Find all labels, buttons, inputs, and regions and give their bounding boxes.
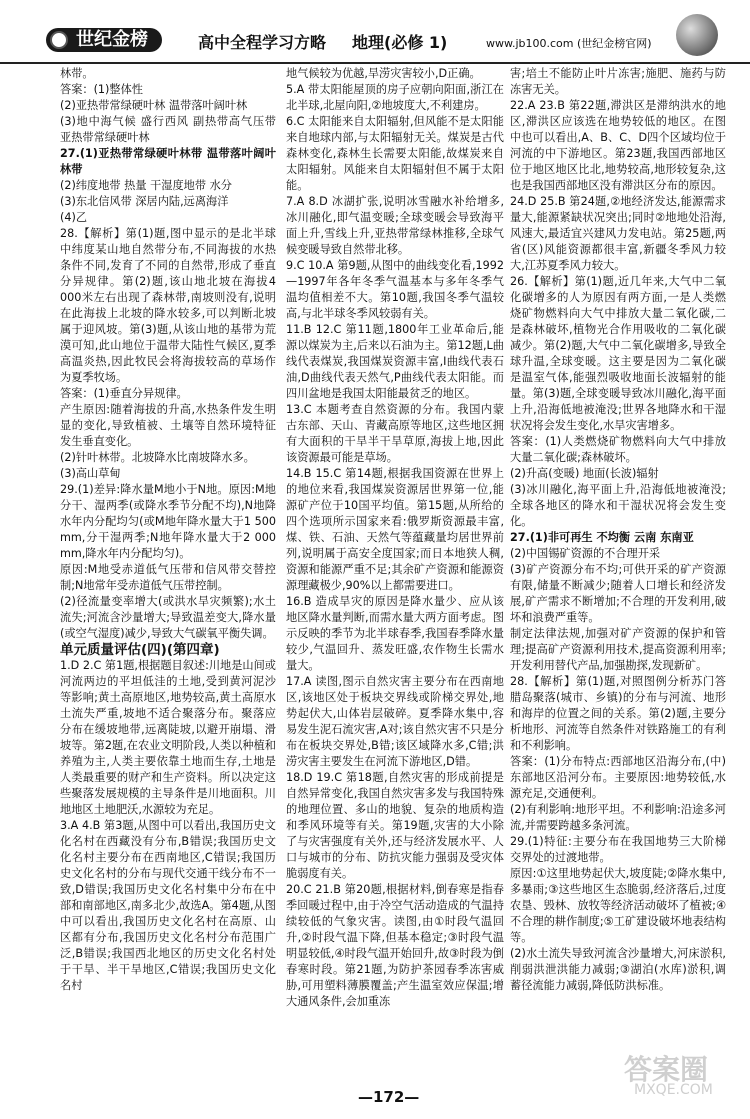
question-answer: 29.(1)特征:主要分布在我国地势三大阶梯交界处的过渡地带。 <box>510 835 726 864</box>
question-answer: 22.A 23.B 第22题,滞洪区是滞纳洪水的地区,滞洪区应该选在地势较低的地区。在图中也可以看出,A、B、C、D四个区域均位于河流的中下游地区。第23题,我国西部地区位于地区地区比北,地势较高,地形较复杂,这也是我国西部地区没有滞洪区分布的原因。 <box>510 99 726 192</box>
page-header <box>0 0 750 64</box>
question-answer: 24.D 25.B 第24题,②地经济发达,能源需求量大,能源紧缺状况突出;同时②地地处沿海,风速大,最适宜兴建风力发电站。第25题,两省(区)风能资源都很丰富,新疆冬季风力较大,江苏夏季风力较大。 <box>510 195 726 272</box>
question-answer: 1.D 2.C 第1题,根据题目叙述:川地是山间或河流两边的平坦低洼的土地,受到黄河泥沙等影响;黄土高原地区,地势较高,黄土高原水土流失严重,坡地不适合聚落分布。聚落应分布在缓坡地带,远离陡坡,以避开崩塌、滑坡等。第2题,在农业文明阶段,人类以种植和养殖为主,人类主要依靠土地而生存,土地是人类最重要的财产和生产资料。所以决定这些聚落发展规模的主导条件是川地面积。川地地区土地肥沃,水源较为充足。 <box>60 659 276 816</box>
text-block: (3)冰川融化,海平面上升,沿海低地被淹没;全球各地区的降水和干湿状况将会发生变化。 <box>510 483 726 528</box>
text-block: (2)径流量变率增大(或洪水旱灾频繁);水土流失;河流含沙量增大;导致温差变大,降水量(或空气湿度)减少,导致大气碳氧平衡失调。 <box>60 595 276 640</box>
text-block: 林带。 <box>60 67 94 80</box>
text-block: 产生原因:随着海拔的升高,水热条件发生明显的变化,导致植被、土壤等自然环境特征发生垂直变化。 <box>60 403 276 448</box>
watermark-logo: 答案圈 <box>624 1053 709 1086</box>
page-number: —172— <box>358 1088 420 1106</box>
text-block: (3)高山草甸 <box>60 467 121 480</box>
question-answer: 29.(1)差异:降水量M地小于N地。原因:M地分干、湿两季(或降水季节分配不均),N地降水年内分配均匀(或M地年降水量大于1 500 mm,分干湿两季;N地年降水量大于2 000 mm,降水年内分配均匀)。 <box>60 483 276 560</box>
question-answer: 13.C 本题考查自然资源的分布。我国内蒙古东部、天山、青藏高原等地区,这些地区拥有大面积的干旱半干旱草原,海拔上地,因此该资源最可能是草场。 <box>286 403 504 464</box>
question-answer: 14.B 15.C 第14题,根据我国资源在世界上的地位来看,我国煤炭资源居世界第一位,能源矿产位于10国平均值。第15题,从所给的四个选项所示国家来看:俄罗斯资源最丰富,煤、铁、石油、天然气等蕴藏量均居世界前列,说明属于高安全度国家;而日本地狭人稠,资源和能源严重不足;其余矿产资源和能源资源理藏极少,90%以上都需要进口。 <box>286 467 504 592</box>
question-answer: 16.B 造成旱灾的原因是降水量少、应从该地区降水量判断,而需水量大两方面考虑。图示反映的季节为北半球春季,我国春季降水量较少,气温回升、蒸发旺盛,农作物生长需水量大。 <box>286 595 504 672</box>
logo-text: 世纪金榜 <box>76 29 148 50</box>
subject-title: 地理(必修 1) <box>352 33 448 52</box>
question-answer: 18.D 19.C 第18题,自然灾害的形成前提是自然异常变化,我国自然灾害多发与我国特殊的地理位置、多山的地貌、复杂的地质构造和季风环境等有关。第19题,灾害的大小除了与灾害强度有关外,还与经济发展水平、人口与城市的分布、防抗灾能力强弱及受灾体脆弱度有关。 <box>286 771 504 880</box>
text-block: (2)升高(变暖) 地面(长波)辐射 <box>510 467 659 480</box>
watermark-url: MXQE.COM <box>634 1082 713 1098</box>
answer-column-1 <box>60 66 276 1076</box>
text-block: 地气候较为优越,旱涝灾害较小,D正确。 <box>286 67 481 80</box>
question-answer: 27.(1)非可再生 不均衡 云南 东南亚 <box>510 531 694 544</box>
question-answer: 17.A 读图,图示自然灾害主要分布在西南地区,该地区处于板块交界线或阶梯交界处,地势起伏大,山体岩层破碎。夏季降水集中,容易发生泥石流灾害,A对;该自然灾害不只是分布在板块交界处,B错;该区域降水多,C错;洪涝灾害主要发生在河流下游地区,D错。 <box>286 675 504 768</box>
question-answer: 9.C 10.A 第9题,从图中的曲线变化看,1992—1997年各年冬季气温基本与多年冬季气温均值相差不大。第10题,我国冬季气温较高,与北半球冬季风较弱有关。 <box>286 259 504 320</box>
answer-label: 答案：(1)垂直分异规律。 <box>60 387 188 400</box>
question-answer: 6.C 太阳能来自太阳辐射,但风能不是太阳能来自地球内部,与太阳辐射无关。煤炭是古代森林变化,森林生长需要太阳能,故煤炭来自太阳辐射。风能来自太阳辐射但不属于太阳能。 <box>286 115 504 192</box>
question-answer: 3.A 4.B 第3题,从图中可以看出,我国历史文化名村在西藏没有分布,B错误;我国历史文化名村主要分布在西南地区,C错误;我国历史文化名村的分布与现代交通干线分布不一致,D错误;我国历史文化名村集中分布在中部和南部地区,南多北少,故选A。第4题,从图中可以看出,我国历史文化名村在高原、山区都有分布,我国历史文化名村分布范围广泛,B错误;我国西北地区的历史文化名村处于干旱、半干旱地区,C错误;我国历史文化名村 <box>60 819 276 992</box>
text-block: (3)地中海气候 盛行西风 副热带高气压带 亚热带常绿硬叶林 <box>60 115 276 144</box>
question-answer: 11.B 12.C 第11题,1800年工业革命后,能源以煤炭为主,后来以石油为主。第12题,L曲线代表煤炭,我国煤炭资源丰富,I曲线代表石油,D曲线代表天然气,P曲线代表太阳能。而四川盆地是我国太阳能最贫乏的地区。 <box>286 323 504 400</box>
text-block: (2)水土流失导致河流含沙量增大,河床淤积,削弱洪泄洪能力减弱;③湖泊(水库)淤积,调蓄径流能力减弱,降低防洪标准。 <box>510 947 726 992</box>
answer-label: 答案：(1)人类燃烧矿物燃料向大气中排放大量二氧化碳;森林破坏。 <box>510 435 726 464</box>
text-block: (2)亚热带常绿硬叶林 温带落叶阔叶林 <box>60 99 248 112</box>
text-block: (2)纬度地带 热量 干湿度地带 水分 <box>60 179 232 192</box>
text-block: (2)有利影响:地形平坦。不利影响:沿途多河流,并需要跨越多条河流。 <box>510 803 726 832</box>
logo <box>46 28 162 52</box>
question-answer: 5.A 带太阳能屋顶的房子应朝向阳面,浙江在北半球,北屋向阳,②地坡度大,不利建房。 <box>286 83 504 112</box>
book-title: 高中全程学习方略 <box>198 33 327 52</box>
question-answer: 7.A 8.D 冰湖扩张,说明冰雪融水补给增多,冰川融化,即气温变暖;全球变暖会导致海平面上升,雪线上升,亚热带常绿林推移,全球气候变暖导致自然带北移。 <box>286 195 504 256</box>
question-analysis: 26.【解析】第(1)题,近几年来,大气中二氧化碳增多的人为原因有两方面,一是人类燃烧矿物燃料向大气中排放大量二氧化碳,二是森林破坏,植物光合作用吸收的二氧化碳减少。第(2)题,大气中二氧化碳增多,导致全球升温,全球变暖。这主要是因为二氧化碳是温室气体,能强烈吸收地面长波辐射的能量。第(3)题,全球变暖导致冰川融化,海平面上升,沿海低地被淹没;世界各地降水和干湿状况将会发生变化,水旱灾害增多。 <box>510 275 726 432</box>
text-block: (3)东北信风带 深居内陆,远离海洋 <box>60 195 229 208</box>
text-block: 害;培土不能防止叶片冻害;施肥、施药与防冻害无关。 <box>510 67 726 96</box>
question-analysis: 28.【解析】第(1)题,对照图例分析苏门答腊岛聚落(城市、乡镇)的分布与河流、地形和海岸的位置之间的关系。第(2)题,主要分析地形、河流等自然条件对铁路施工的有利和不利影响。 <box>510 675 726 752</box>
text-block: (2)针叶林带。北坡降水比南坡降水多。 <box>60 451 255 464</box>
text-block: 原因:M地受赤道低气压带和信风带交替控制;N地常年受赤道低气压带控制。 <box>60 563 276 592</box>
answer-label: 答案：(1)整体性 <box>60 83 143 96</box>
website-url: www.jb100.com (世纪金榜官网) <box>486 37 652 50</box>
text-block: (2)中国锡矿资源的不合理开采 <box>510 547 661 560</box>
text-block: (4)乙 <box>60 211 88 224</box>
text-block: 原因:①这里地势起伏大,坡度陡;②降水集中,多暴雨;③这些地区生态脆弱,经济落后,过度农垦、毁林、放牧等经济活动破坏了植被;④不合理的耕作制度;⑤工矿建设破坏地表结构等。 <box>510 867 726 944</box>
answer-column-2 <box>286 66 504 1076</box>
answer-label: 答案：(1)分布特点:西部地区沿海分布,(中)东部地区沿河分布。主要原因:地势较低,水源充足,交通便利。 <box>510 755 726 800</box>
logo-emblem-icon <box>50 31 68 49</box>
section-heading: 单元质量评估(四)(第四章) <box>60 642 220 658</box>
text-block: (3)矿产资源分布不均;可供开采的矿产资源有限,储量不断减少;随着人口增长和经济发展,矿产需求不断增加;不合理的开发利用,破坏和浪费严重等。 <box>510 563 726 624</box>
question-answer: 27.(1)亚热带常绿硬叶林带 温带落叶阔叶林带 <box>60 147 276 176</box>
globe-icon <box>676 14 718 56</box>
question-analysis: 28.【解析】第(1)题,图中显示的是北半球中纬度某山地自然带分布,不同海拔的水热条件不同,发育了不同的自然带,形成了垂直分异规律。第(2)题,该山地北坡在海拔4 000米左右出现了森林带,南坡则没有,说明在此海拔上北坡的降水较多,可以判断北坡属于迎风坡。第(3)题,从该山地的基带为荒漠可知,此山地位于温带大陆性气候区,夏季高温炎热,因此牧民会将海拔较高的草场作为夏季牧场。 <box>60 227 276 384</box>
answer-column-3 <box>510 66 726 1076</box>
text-block: 制定法律法规,加强对矿产资源的保护和管理;提高矿产资源利用技术,提高资源利用率;开发利用替代产品,加强勘探,发现新矿。 <box>510 627 726 672</box>
question-answer: 20.C 21.B 第20题,根据材料,倒春寒是指春季回暖过程中,由于冷空气活动造成的气温持续较低的气象灾害。读图,由①时段气温回升,②时段气温下降,但基本稳定;③时段气温明显较低,④时段气温开始回升,故③时段为倒春寒时段。第21题,为防护茶园春季冻害威胁,可用塑料薄膜覆盖;产生温室效应保温;增大通风条件,会加重冻 <box>286 883 504 1008</box>
